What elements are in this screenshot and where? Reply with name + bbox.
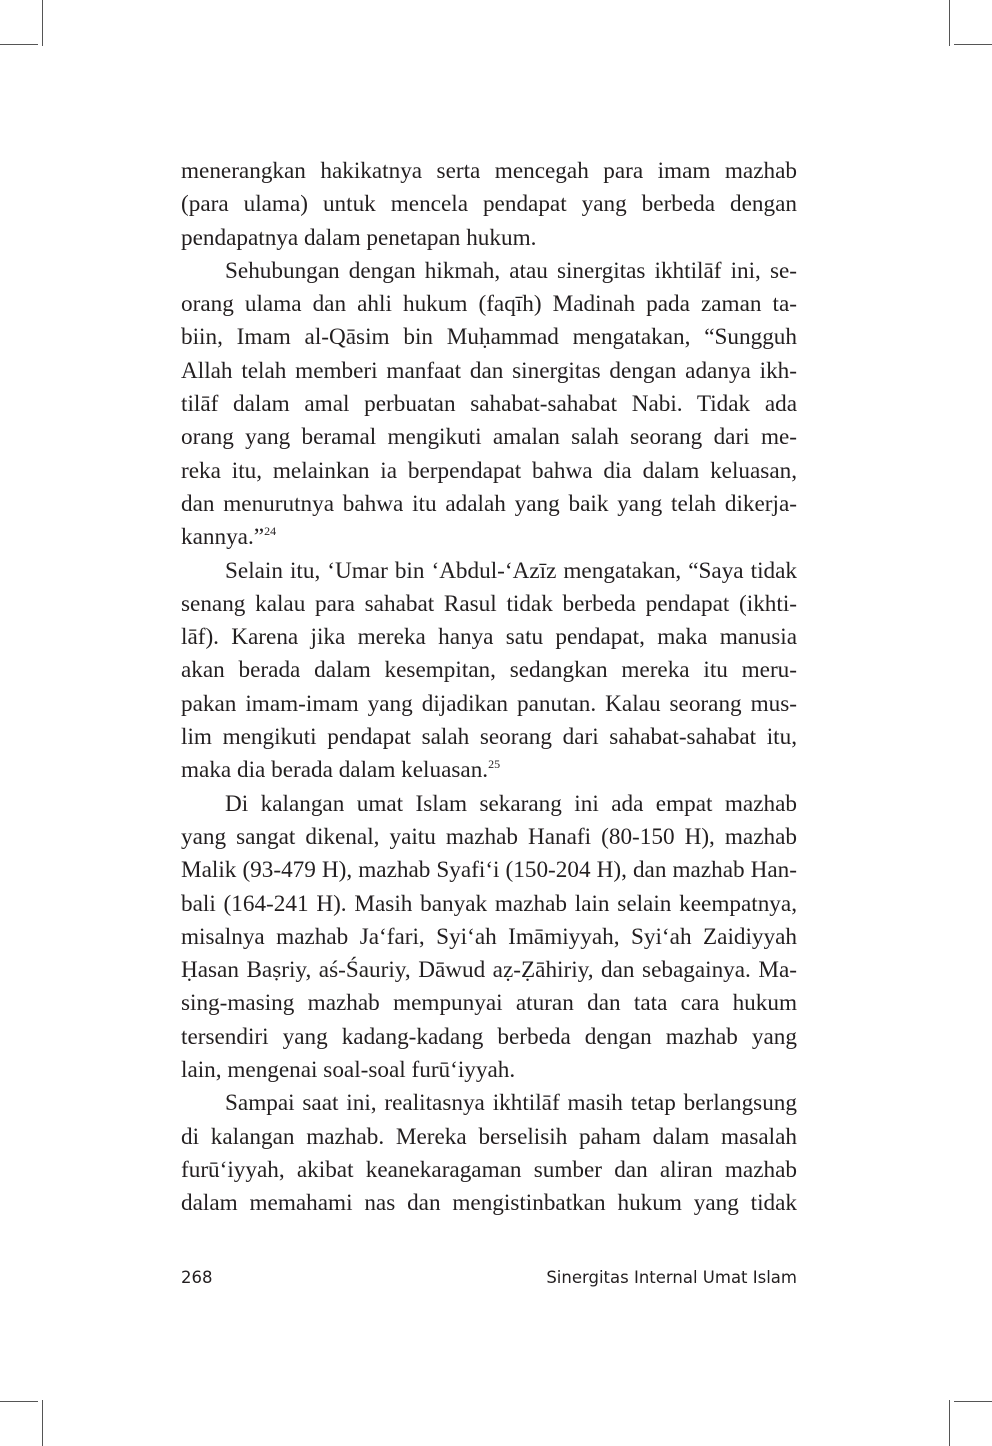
text-line: dalam memahami nas dan mengistinbatkan hukum yang tidak xyxy=(181,1190,797,1217)
text-line: tersendiri yang kadang-kadang berbeda dengan mazhab yang xyxy=(181,1023,797,1050)
text-line: reka itu, melainkan ia berpendapat bahwa dia dalam keluasan, xyxy=(181,457,797,484)
text-line: Sampai saat ini, realitasnya ikhtilāf masih tetap berlangsung xyxy=(225,1090,797,1117)
text-line: menerangkan hakikatnya serta mencegah para imam mazhab xyxy=(181,158,797,184)
text-line: orang ulama dan ahli hukum (faqīh) Madinah pada zaman ta- xyxy=(181,291,797,318)
text-line: misalnya mazhab Ja‘fari, Syi‘ah Imāmiyyah, Syi‘ah Zaidiyyah xyxy=(181,923,797,950)
text-line: lāf). Karena jika mereka hanya satu pendapat, maka manusia xyxy=(181,624,797,651)
text-line: yang sangat dikenal, yaitu mazhab Hanafi (80-150 H), mazhab xyxy=(181,823,797,850)
text-line: di kalangan mazhab. Mereka berselisih paham dalam masalah xyxy=(181,1123,797,1150)
crop-mark-top-left-vertical xyxy=(42,0,43,46)
text-line: Di kalangan umat Islam sekarang ini ada empat mazhab xyxy=(225,790,797,817)
paragraph xyxy=(181,155,797,255)
text-line: Malik (93-479 H), mazhab Syafi‘i (150-204 H), dan mazhab Han- xyxy=(181,857,797,884)
text-line: pakan imam-imam yang dijadikan panutan. Kalau seorang mus- xyxy=(181,690,797,717)
text-line: Ḥasan Baṣriy, aś-Śauriy, Dāwud aẓ-Ẓāhiriy, dan sebagainya. Ma- xyxy=(181,957,797,984)
text-line: tilāf dalam amal perbuatan sahabat-sahabat Nabi. Tidak ada xyxy=(181,391,797,418)
crop-mark-top-right-vertical xyxy=(949,0,950,46)
text-line: furū‘iyyah, akibat keanekaragaman sumber dan aliran mazhab xyxy=(181,1156,797,1183)
text-line xyxy=(181,754,797,787)
line-text: maka dia berada dalam keluasan. xyxy=(181,757,489,784)
text-line: biin, Imam al-Qāsim bin Muḥammad mengatakan, “Sungguh xyxy=(181,324,797,351)
text-line: (para ulama) untuk mencela pendapat yang berbeda dengan xyxy=(181,191,797,218)
text-line: lain, mengenai soal-soal furū‘iyyah. xyxy=(181,1057,516,1084)
running-title: Sinergitas Internal Umat Islam xyxy=(546,1268,797,1287)
paragraph xyxy=(181,1087,797,1220)
crop-mark-top-right-horizontal xyxy=(954,44,992,45)
text-line: Allah telah memberi manfaat dan sinergitas dengan adanya ikh- xyxy=(181,357,797,384)
crop-mark-bottom-left-vertical xyxy=(42,1400,43,1446)
text-line: dan menurutnya bahwa itu adalah yang baik yang telah dikerja- xyxy=(181,490,797,517)
crop-mark-bottom-right-horizontal xyxy=(954,1401,992,1402)
text-line: bali (164-241 H). Masih banyak mazhab lain selain keempatnya, xyxy=(181,890,797,917)
crop-mark-bottom-left-horizontal xyxy=(0,1401,38,1402)
body-text xyxy=(181,155,797,1221)
text-line: akan berada dalam kesempitan, sedangkan mereka itu meru- xyxy=(181,657,797,684)
text-line: sing-masing mazhab mempunyai aturan dan tata cara hukum xyxy=(181,990,797,1017)
line-text: kannya.” xyxy=(181,524,265,551)
text-line: lim mengikuti pendapat salah seorang dari sahabat-sahabat itu, xyxy=(181,724,797,751)
crop-mark-bottom-right-vertical xyxy=(949,1400,950,1446)
paragraph xyxy=(181,255,797,555)
text-line xyxy=(181,521,797,554)
footnote-marker: 25 xyxy=(488,757,501,772)
footnote-marker: 24 xyxy=(264,524,277,539)
paragraph xyxy=(181,555,797,788)
paragraph xyxy=(181,788,797,1088)
text-line: Selain itu, ‘Umar bin ‘Abdul-‘Azīz mengatakan, “Saya tidak xyxy=(225,557,797,584)
text-line: pendapatnya dalam penetapan hukum. xyxy=(181,224,537,251)
crop-mark-top-left-horizontal xyxy=(0,44,38,45)
page-number: 268 xyxy=(181,1268,213,1287)
text-line: Sehubungan dengan hikmah, atau sinergitas ikhtilāf ini, se- xyxy=(225,257,797,284)
text-line: orang yang beramal mengikuti amalan salah seorang dari me- xyxy=(181,424,797,451)
text-line: senang kalau para sahabat Rasul tidak berbeda pendapat (ikhti- xyxy=(181,590,797,617)
